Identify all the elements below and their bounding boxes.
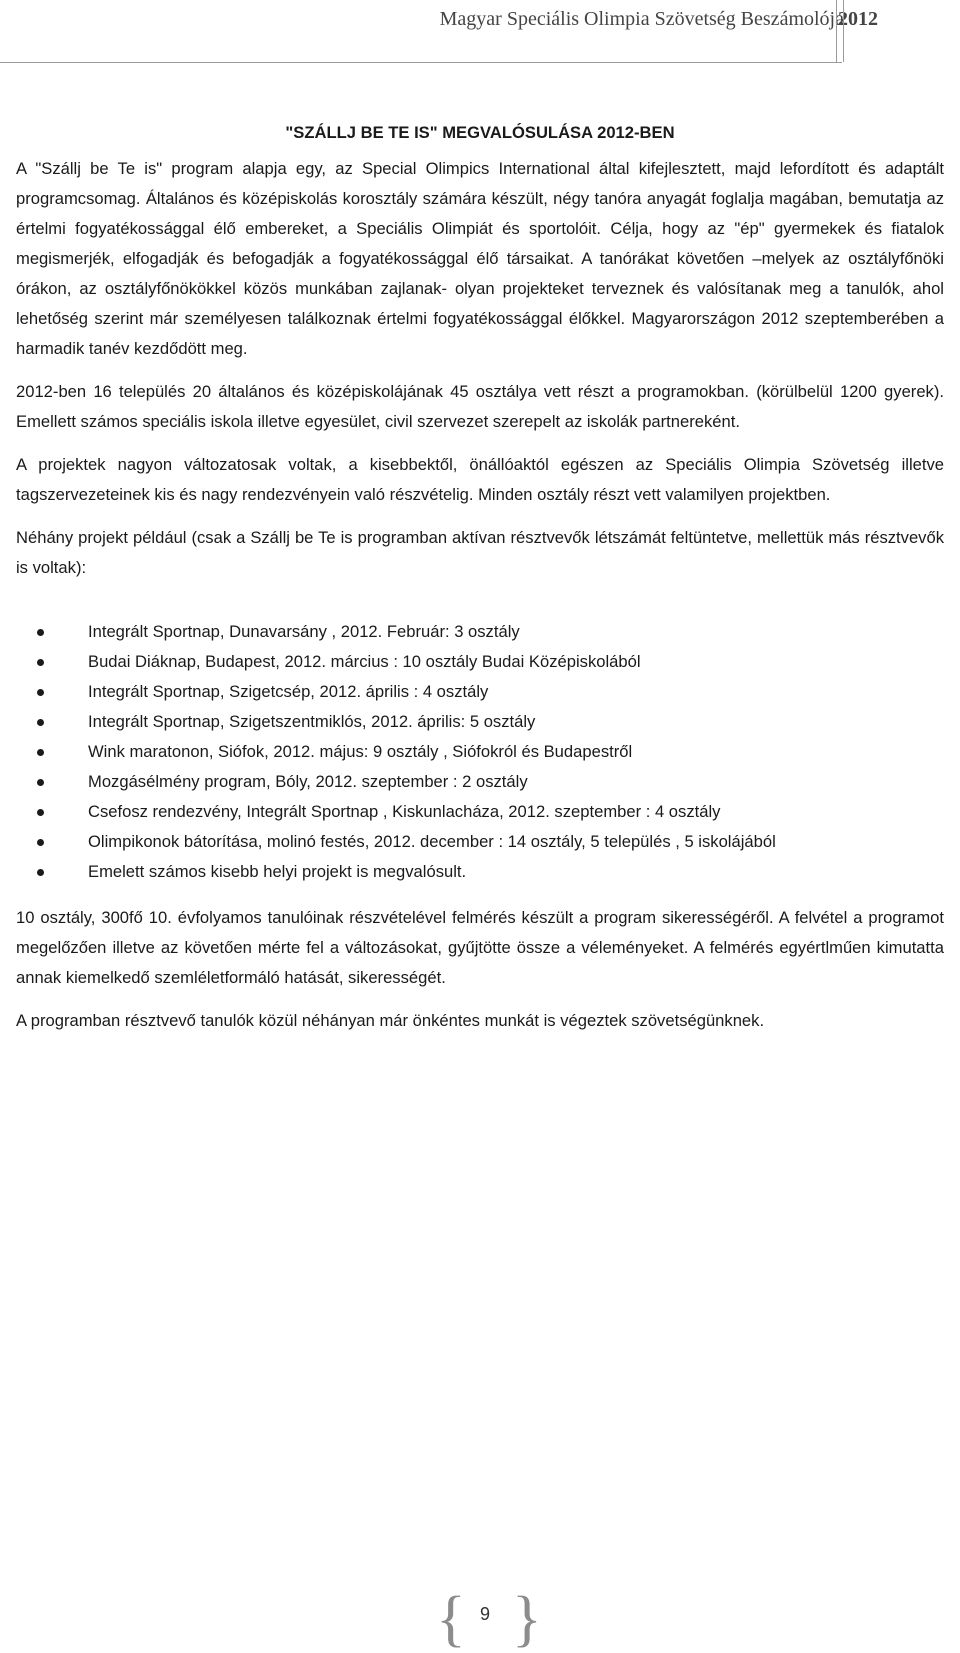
document-body bbox=[16, 118, 944, 1049]
page-header bbox=[0, 0, 960, 60]
paragraph-volunteers: A programban résztvevő tanulók közül néhányan már önkéntes munkát is végeztek szövetségünknek. bbox=[16, 1011, 765, 1030]
right-brace-icon: } bbox=[512, 1585, 542, 1653]
list-item: Mozgásélmény program, Bóly, 2012. szeptember : 2 osztály bbox=[16, 767, 944, 797]
list-item: Integrált Sportnap, Szigetszentmiklós, 2012. április: 5 osztály bbox=[16, 707, 944, 737]
left-brace-icon: { bbox=[436, 1585, 466, 1653]
page-footer bbox=[0, 1585, 960, 1653]
list-item: Wink maratonon, Siófok, 2012. május: 9 osztály , Siófokról és Budapestről bbox=[16, 737, 944, 767]
list-item: Emelett számos kisebb helyi projekt is megvalósult. bbox=[16, 857, 944, 887]
section-title: "SZÁLLJ BE TE IS" MEGVALÓSULÁSA 2012-BEN bbox=[285, 123, 675, 142]
header-title: Magyar Speciális Olimpia Szövetség Beszámolója bbox=[439, 8, 844, 30]
page-number: 9 bbox=[479, 1604, 490, 1624]
list-item: Csefosz rendezvény, Integrált Sportnap , Kiskunlacháza, 2012. szeptember : 4 osztály bbox=[16, 797, 944, 827]
project-list bbox=[16, 617, 944, 887]
header-divider-vertical bbox=[836, 0, 844, 62]
list-item: Olimpikonok bátorítása, molinó festés, 2012. december : 14 osztály, 5 település , 5 iskolájából bbox=[16, 827, 944, 857]
list-item: Integrált Sportnap, Dunavarsány , 2012. Február: 3 osztály bbox=[16, 617, 944, 647]
list-item: Budai Diáknap, Budapest, 2012. március : 10 osztály Budai Középiskolából bbox=[16, 647, 944, 677]
paragraph-examples: Néhány projekt például (csak a Szállj be Te is programban aktívan résztvevők létszámát feltüntetve, mellettük más résztvevők is voltak): bbox=[16, 528, 944, 577]
list-item: Integrált Sportnap, Szigetcsép, 2012. április : 4 osztály bbox=[16, 677, 944, 707]
paragraph-projects: A projektek nagyon változatosak voltak, a kisebbektől, önállóaktól egészen az Speciális Olimpia Szövetség illetve tagszervezeteinek kis és nagy rendezvényein való részvételig. Minden osztály részt vett valamilyen projektben. bbox=[16, 455, 944, 504]
paragraph-participation: 2012-ben 16 település 20 általános és középiskolájának 45 osztálya vett részt a programokban. (körülbelül 1200 gyerek). Emellett számos speciális iskola illetve egyesület, civil szervezet szerepelt az iskolák partnereként. bbox=[16, 382, 944, 431]
paragraph-survey: 10 osztály, 300fő 10. évfolyamos tanulóinak részvételével felmérés készült a program sikerességéről. A felvétel a programot megelőzően illetve az követően mérte fel a változásokat, gyűjtötte össze a véleményeket. A felmérés egyértlműen kimutatta annak kiemelkedő szemléletformáló hatását, sikerességét. bbox=[16, 908, 944, 987]
header-divider-horizontal bbox=[0, 62, 842, 63]
header-year: 2012 bbox=[838, 8, 878, 30]
paragraph-intro: A "Szállj be Te is" program alapja egy, az Special Olimpics International által kifejlesztett, majd lefordított és adaptált programcsomag. Általános és középiskolás korosztály számára készült, négy tanóra anyagát foglalja magában, bemutatja az értelmi fogyatékossággal élő embereket, a Speciális Olimpiát és sportolóit. Célja, hogy az "ép" gyermekek és fiatalok megismerjék, elfogadják és befogadják a fogyatékossággal élő társaikat. A tanórákat követően –melyek az osztályfőnöki órákon, az osztályfőnökökkel közös munkában zajlanak- olyan projekteket terveznek és valósítanak meg a tanulók, ahol lehetőség szerint már személyesen találkoznak értelmi fogyatékossággal élőkkel. Magyarországon 2012 szeptemberében a harmadik tanév kezdődött meg. bbox=[16, 159, 944, 358]
